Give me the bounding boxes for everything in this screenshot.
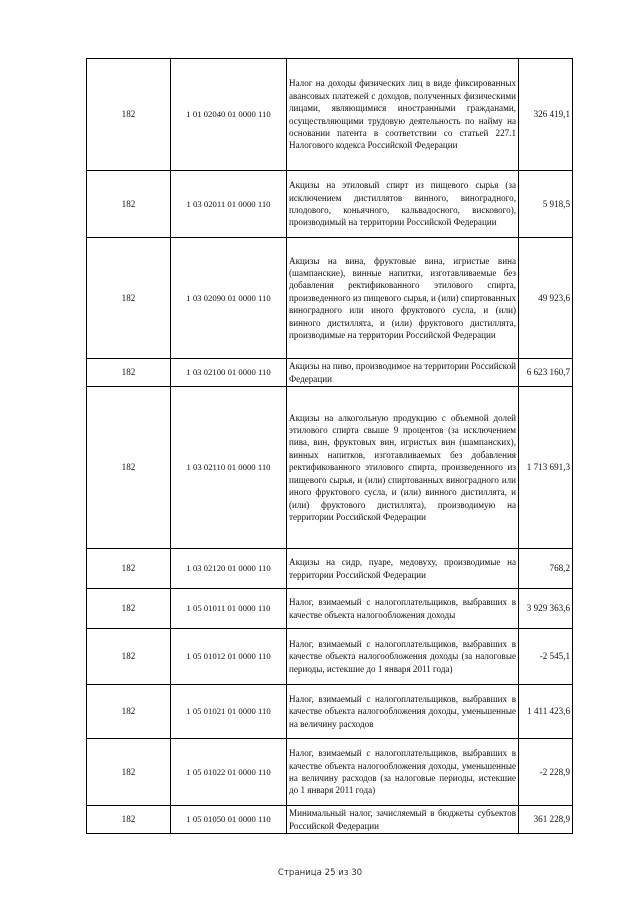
- admin-code-cell: 182: [87, 549, 171, 589]
- table-row: [87, 171, 573, 238]
- description-cell: Акцизы на сидр, пуаре, медовуху, производимые на территории Российской Федерации: [287, 549, 519, 589]
- description-cell: Налог, взимаемый с налогоплательщиков, выбравших в качестве объекта налогообложения доходы, уменьшенные на величину расходов (за налоговые периоды, истекшие до 1 января 2011 года): [287, 739, 519, 806]
- description-cell: Налог, взимаемый с налогоплательщиков, выбравших в качестве объекта налогообложения доходы (за налоговые периоды, истекшие до 1 января 2011 года): [287, 629, 519, 685]
- budget-code-cell: 1 03 02120 01 0000 110: [171, 549, 287, 589]
- amount-cell: -2 545,1: [519, 629, 573, 685]
- table-row: [87, 238, 573, 359]
- page-number: Страница 25 из 30: [277, 868, 363, 878]
- description-cell: Акцизы на вина, фруктовые вина, игристые вина (шампанские), винные напитки, изготавливаемые без добавления ректификованного этилового спирта, произведенного из пищевого сырья, и (или) спиртованных виноградного или иного фруктового сусла, и (или) винного дистиллята, и (или) фруктового дистиллята, производимые на территории Российской Федерации: [287, 238, 519, 359]
- description-cell: Акцизы на этиловый спирт из пищевого сырья (за исключением дистиллятов винного, виноградного, плодового, коньячного, кальвадосного, вискового), производимый на территории Российской Федерации: [287, 171, 519, 238]
- budget-code-cell: 1 03 02100 01 0000 110: [171, 359, 287, 387]
- admin-code-cell: 182: [87, 238, 171, 359]
- admin-code-cell: 182: [87, 629, 171, 685]
- table-row: [87, 589, 573, 629]
- admin-code-cell: 182: [87, 685, 171, 739]
- budget-code-cell: 1 01 02040 01 0000 110: [171, 59, 287, 171]
- admin-code-cell: 182: [87, 59, 171, 171]
- budget-code-cell: 1 03 02110 01 0000 110: [171, 387, 287, 549]
- table-row: [87, 685, 573, 739]
- description-cell: Налог на доходы физических лиц в виде фиксированных авансовых платежей с доходов, полученных физическими лицами, являющимися иностранными гражданами, осуществляющими трудовую деятельность по найму на основании патента в соответствии со статьей 227.1 Налогового кодекса Российской Федерации: [287, 59, 519, 171]
- table-row: [87, 359, 573, 387]
- description-cell: Налог, взимаемый с налогоплательщиков, выбравших в качестве объекта налогообложения доходы, уменьшенные на величину расходов: [287, 685, 519, 739]
- amount-cell: 1 713 691,3: [519, 387, 573, 549]
- budget-code-cell: 1 05 01011 01 0000 110: [171, 589, 287, 629]
- revenue-table: [86, 58, 573, 834]
- table-row: [87, 806, 573, 834]
- admin-code-cell: 182: [87, 171, 171, 238]
- admin-code-cell: 182: [87, 589, 171, 629]
- amount-cell: 5 918,5: [519, 171, 573, 238]
- budget-code-cell: 1 05 01050 01 0000 110: [171, 806, 287, 834]
- amount-cell: 1 411 423,6: [519, 685, 573, 739]
- budget-code-cell: 1 03 02011 01 0000 110: [171, 171, 287, 238]
- amount-cell: -2 228,9: [519, 739, 573, 806]
- description-cell: Налог, взимаемый с налогоплательщиков, выбравших в качестве объекта налогообложения доходы: [287, 589, 519, 629]
- admin-code-cell: 182: [87, 806, 171, 834]
- table-row: [87, 59, 573, 171]
- description-cell: Минимальный налог, зачисляемый в бюджеты субъектов Российской Федерации: [287, 806, 519, 834]
- budget-code-cell: 1 05 01012 01 0000 110: [171, 629, 287, 685]
- budget-code-cell: 1 03 02090 01 0000 110: [171, 238, 287, 359]
- amount-cell: 3 929 363,6: [519, 589, 573, 629]
- table-row: [87, 549, 573, 589]
- admin-code-cell: 182: [87, 359, 171, 387]
- amount-cell: 361 228,9: [519, 806, 573, 834]
- amount-cell: 6 623 160,7: [519, 359, 573, 387]
- table-row: [87, 739, 573, 806]
- budget-code-cell: 1 05 01021 01 0000 110: [171, 685, 287, 739]
- budget-code-cell: 1 05 01022 01 0000 110: [171, 739, 287, 806]
- amount-cell: 768,2: [519, 549, 573, 589]
- description-cell: Акцизы на алкогольную продукцию с объемной долей этилового спирта свыше 9 процентов (за исключением пива, вин, фруктовых вин, игристых вин (шампанских), винных напитков, изготавливаемых без добавления ректификованного этилового спирта, произведенного из пищевого сырья, и (или) спиртованных виноградного или иного фруктового сусла, и (или) винного дистиллята, и (или) фруктового дистиллята), производимую на территории Российской Федерации: [287, 387, 519, 549]
- admin-code-cell: 182: [87, 387, 171, 549]
- description-cell: Акцизы на пиво, производимое на территории Российской Федерации: [287, 359, 519, 387]
- admin-code-cell: 182: [87, 739, 171, 806]
- amount-cell: 326 419,1: [519, 59, 573, 171]
- table-row: [87, 629, 573, 685]
- table-row: [87, 387, 573, 549]
- amount-cell: 49 923,6: [519, 238, 573, 359]
